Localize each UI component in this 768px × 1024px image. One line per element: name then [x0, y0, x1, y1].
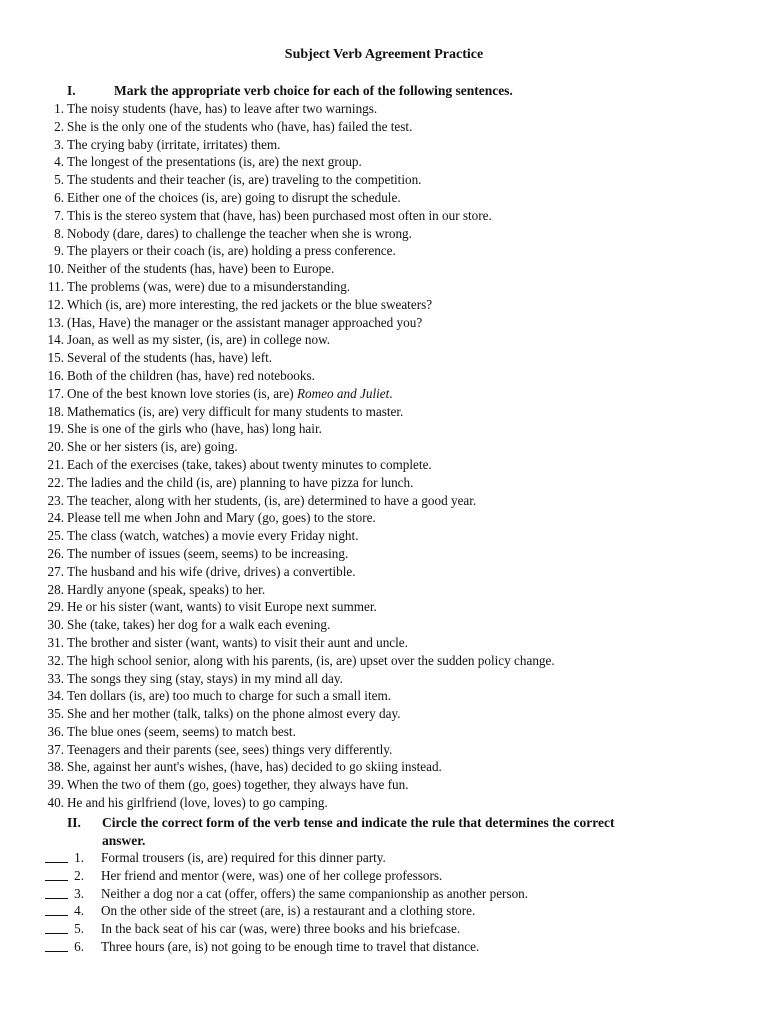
- item-number: 30.: [47, 617, 64, 633]
- item-number: 14.: [47, 332, 64, 348]
- item-number: 18.: [47, 403, 64, 419]
- list-item: [0, 776, 768, 794]
- item-sentence-text: The blue ones (seem, seems) to match best.: [67, 723, 296, 739]
- item-number: 21.: [47, 456, 64, 472]
- list-item: [0, 100, 768, 118]
- list-item: [0, 723, 768, 741]
- list-item: [0, 314, 768, 332]
- item-sentence-text: The longest of the presentations (is, are) the next group.: [67, 154, 362, 170]
- item-number: 11.: [48, 278, 64, 294]
- item-sentence: [67, 456, 432, 474]
- item-sentence: [67, 296, 432, 314]
- item-sentence-text: The teacher, along with her students, (is, are) determined to have a good year.: [67, 492, 477, 508]
- item-sentence-text: The noisy students (have, has) to leave after two warnings.: [67, 101, 378, 116]
- item-sentence: [67, 420, 322, 438]
- item-sentence-text: Hardly anyone (speak, speaks) to her.: [67, 581, 266, 597]
- item-number: 5.: [74, 921, 84, 937]
- item-sentence: [67, 385, 393, 403]
- item-sentence: Three hours (are, is) not going to be enough time to travel that distance.: [101, 938, 480, 954]
- item-number: 39.: [47, 777, 64, 793]
- list-item: [0, 474, 768, 492]
- list-item: [0, 349, 768, 367]
- list-item: [0, 794, 768, 812]
- list-item: [0, 598, 768, 616]
- list-item: [0, 189, 768, 207]
- list-item: [0, 385, 768, 403]
- item-number: 36.: [47, 723, 64, 739]
- item-sentence: [67, 509, 376, 527]
- item-sentence-text: Each of the exercises (take, takes) about twenty minutes to complete.: [67, 456, 432, 472]
- item-sentence-text: The number of issues (seem, seems) to be increasing.: [67, 545, 349, 561]
- item-sentence-text: When the two of them (go, goes) together, they always have fun.: [67, 777, 409, 793]
- item-sentence-text: Please tell me when John and Mary (go, goes) to the store.: [67, 510, 376, 526]
- item-sentence: [67, 118, 412, 136]
- item-sentence-text: He and his girlfriend (love, loves) to go camping.: [67, 795, 328, 811]
- list-item: [0, 136, 768, 154]
- list-item: [0, 403, 768, 421]
- item-sentence-text: She and her mother (talk, talks) on the phone almost every day.: [67, 706, 401, 722]
- list-item: [0, 616, 768, 634]
- item-sentence: [67, 207, 492, 225]
- list-item: [0, 207, 768, 225]
- list-item: [0, 225, 768, 243]
- list-item: [0, 581, 768, 599]
- item-number: 24.: [47, 510, 64, 526]
- item-number: 4.: [54, 154, 64, 170]
- item-sentence: [67, 225, 412, 243]
- item-number: 6.: [74, 938, 84, 954]
- item-number: 3.: [74, 885, 84, 901]
- item-number: 22.: [47, 474, 64, 490]
- list-item: [0, 758, 768, 776]
- item-sentence-text: (Has, Have) the manager or the assistant manager approached you?: [67, 314, 423, 330]
- item-sentence: [67, 758, 442, 776]
- item-sentence: [67, 581, 265, 599]
- item-sentence: [67, 438, 238, 456]
- item-number: 38.: [47, 759, 64, 775]
- item-number: 34.: [47, 688, 64, 704]
- item-number: 32.: [47, 652, 64, 668]
- item-sentence: Her friend and mentor (were, was) one of her college professors.: [101, 867, 443, 883]
- section-2-instruction-line2: answer.: [102, 832, 146, 848]
- list-item: [0, 492, 768, 510]
- list-item: [0, 456, 768, 474]
- item-sentence-text: Nobody (dare, dares) to challenge the teacher when she is wrong.: [67, 225, 412, 241]
- item-sentence-text: She, against her aunt's wishes, (have, has) decided to go skiing instead.: [67, 759, 442, 775]
- item-number: 1.: [54, 101, 64, 116]
- item-sentence-text: She is one of the girls who (have, has) long hair.: [67, 421, 322, 437]
- item-sentence: [67, 616, 330, 634]
- list-item: [0, 118, 768, 136]
- item-sentence-text: The students and their teacher (is, are) traveling to the competition.: [67, 172, 422, 188]
- item-sentence: [67, 652, 555, 670]
- item-number: 5.: [54, 172, 64, 188]
- item-sentence: [67, 136, 280, 154]
- list-item: [0, 153, 768, 171]
- item-sentence: [67, 189, 401, 207]
- item-sentence: [67, 403, 403, 421]
- item-sentence-text: Which (is, are) more interesting, the red jackets or the blue sweaters?: [67, 296, 433, 312]
- item-sentence: [67, 349, 272, 367]
- list-item: [0, 920, 768, 938]
- item-sentence-text: Both of the children (has, have) red notebooks.: [67, 367, 315, 383]
- section-2-numeral: II.: [67, 815, 81, 830]
- list-item: [0, 438, 768, 456]
- list-item: [0, 902, 768, 920]
- page-title: Subject Verb Agreement Practice: [284, 47, 484, 62]
- item-sentence: [67, 171, 421, 189]
- item-number: 27.: [47, 563, 64, 579]
- item-sentence-text: Joan, as well as my sister, (is, are) in college now.: [67, 332, 331, 348]
- item-sentence-text: Several of the students (has, have) left.: [67, 350, 273, 366]
- item-number: 31.: [47, 634, 64, 650]
- item-number: 23.: [47, 492, 64, 508]
- item-sentence: On the other side of the street (are, is) a restaurant and a clothing store.: [101, 903, 476, 919]
- item-number: 25.: [47, 528, 64, 544]
- item-number: 7.: [54, 207, 64, 223]
- item-sentence-text: Mathematics (is, are) very difficult for many students to master.: [67, 403, 404, 419]
- answer-blank[interactable]: [45, 951, 68, 952]
- item-sentence-text: The high school senior, along with his parents, (is, are) upset over the sudden policy change.: [67, 652, 555, 668]
- item-sentence-text: Ten dollars (is, are) too much to charge for such a small item.: [67, 688, 392, 704]
- list-item: [0, 242, 768, 260]
- item-sentence-text: The problems (was, were) due to a misunderstanding.: [67, 278, 351, 294]
- item-sentence-text: The husband and his wife (drive, drives) a convertible.: [67, 563, 356, 579]
- item-number: 9.: [54, 243, 64, 259]
- item-sentence: [67, 527, 359, 545]
- item-number: 15.: [47, 350, 64, 366]
- item-sentence: [67, 492, 476, 510]
- item-sentence-text: One of the best known love stories (is, are): [67, 385, 297, 401]
- list-item: [0, 527, 768, 545]
- item-sentence-text: The brother and sister (want, wants) to visit their aunt and uncle.: [67, 634, 408, 650]
- item-sentence: [67, 705, 401, 723]
- list-item: [0, 367, 768, 385]
- item-sentence-text: He or his sister (want, wants) to visit Europe next summer.: [67, 599, 377, 615]
- list-item: [0, 278, 768, 296]
- item-number: 2.: [74, 867, 84, 883]
- list-item: [0, 171, 768, 189]
- list-item: [0, 670, 768, 688]
- list-item: [0, 741, 768, 759]
- item-number: 37.: [47, 741, 64, 757]
- answer-blank[interactable]: [45, 880, 68, 881]
- item-sentence: [67, 260, 334, 278]
- item-sentence: In the back seat of his car (was, were) three books and his briefcase.: [101, 921, 461, 937]
- list-item: [0, 849, 768, 867]
- item-title-italic: Romeo and Juliet: [297, 385, 390, 401]
- item-number: 1.: [74, 850, 84, 865]
- answer-blank[interactable]: [45, 898, 68, 899]
- item-number: 8.: [54, 225, 64, 241]
- item-sentence: [67, 687, 391, 705]
- list-item: [0, 652, 768, 670]
- answer-blank[interactable]: [45, 862, 68, 863]
- item-sentence: [67, 367, 315, 385]
- section-2-instruction-line1: Circle the correct form of the verb tense and indicate the rule that determines the correct: [102, 815, 615, 830]
- answer-blank[interactable]: [45, 933, 68, 934]
- list-item: [0, 509, 768, 527]
- list-item: [0, 563, 768, 581]
- section-1-instruction: Mark the appropriate verb choice for each of the following sentences.: [114, 83, 513, 98]
- item-number: 16.: [47, 367, 64, 383]
- list-item: [0, 545, 768, 563]
- item-sentence-text: The songs they sing (stay, stays) in my mind all day.: [67, 670, 343, 686]
- item-number: 33.: [47, 670, 64, 686]
- item-number: 26.: [47, 545, 64, 561]
- item-sentence-text: Teenagers and their parents (see, sees) things very differently.: [67, 741, 393, 757]
- item-sentence: [67, 723, 296, 741]
- item-sentence: [67, 794, 328, 812]
- item-number: 40.: [47, 795, 64, 811]
- item-sentence: [67, 563, 356, 581]
- item-sentence: [67, 598, 377, 616]
- item-number: 4.: [74, 903, 84, 919]
- item-number: 20.: [47, 439, 64, 455]
- list-item: [0, 938, 768, 956]
- item-sentence: [67, 314, 422, 332]
- item-number: 17.: [47, 385, 64, 401]
- list-item: [0, 687, 768, 705]
- list-item: [0, 867, 768, 885]
- item-sentence: [67, 242, 396, 260]
- item-sentence: [67, 776, 409, 794]
- item-sentence: [67, 474, 413, 492]
- item-sentence-text: The players or their coach (is, are) holding a press conference.: [67, 243, 396, 259]
- item-sentence: Neither a dog nor a cat (offer, offers) the same companionship as another person.: [101, 885, 529, 901]
- item-number: 6.: [54, 189, 64, 205]
- item-sentence: [67, 545, 348, 563]
- section-1-sentence-list: [0, 100, 768, 812]
- item-sentence: [67, 634, 408, 652]
- section-1-numeral: I.: [67, 83, 76, 98]
- item-sentence-tail: .: [389, 385, 393, 401]
- item-sentence-text: The class (watch, watches) a movie every Friday night.: [67, 528, 359, 544]
- item-number: 29.: [47, 599, 64, 615]
- item-number: 12.: [47, 296, 64, 312]
- item-number: 35.: [47, 706, 64, 722]
- list-item: [0, 331, 768, 349]
- item-sentence-text: She is the only one of the students who (have, has) failed the test.: [67, 118, 413, 134]
- item-sentence: [67, 670, 343, 688]
- item-number: 2.: [54, 118, 64, 134]
- item-number: 28.: [47, 581, 64, 597]
- item-sentence-text: She (take, takes) her dog for a walk each evening.: [67, 617, 331, 633]
- section-2-instruction: [102, 814, 702, 850]
- item-sentence-text: The ladies and the child (is, are) planning to have pizza for lunch.: [67, 474, 414, 490]
- item-sentence: Formal trousers (is, are) required for this dinner party.: [101, 850, 386, 865]
- list-item: [0, 296, 768, 314]
- item-sentence-text: Neither of the students (has, have) been to Europe.: [67, 261, 335, 277]
- item-sentence: [67, 331, 330, 349]
- item-sentence-text: She or her sisters (is, are) going.: [67, 439, 238, 455]
- item-number: 13.: [47, 314, 64, 330]
- item-sentence: [67, 153, 362, 171]
- list-item: [0, 634, 768, 652]
- list-item: [0, 260, 768, 278]
- item-sentence-text: Either one of the choices (is, are) going to disrupt the schedule.: [67, 189, 401, 205]
- item-sentence: [67, 741, 392, 759]
- item-sentence: [67, 278, 350, 296]
- item-sentence-text: This is the stereo system that (have, has) been purchased most often in our store.: [67, 207, 492, 223]
- section-2-sentence-list: [0, 849, 768, 956]
- item-number: 3.: [54, 136, 64, 152]
- item-sentence: [67, 100, 377, 118]
- answer-blank[interactable]: [45, 915, 68, 916]
- item-number: 19.: [47, 421, 64, 437]
- list-item: [0, 885, 768, 903]
- item-number: 10.: [47, 261, 64, 277]
- list-item: [0, 705, 768, 723]
- item-sentence-text: The crying baby (irritate, irritates) them.: [67, 136, 281, 152]
- list-item: [0, 420, 768, 438]
